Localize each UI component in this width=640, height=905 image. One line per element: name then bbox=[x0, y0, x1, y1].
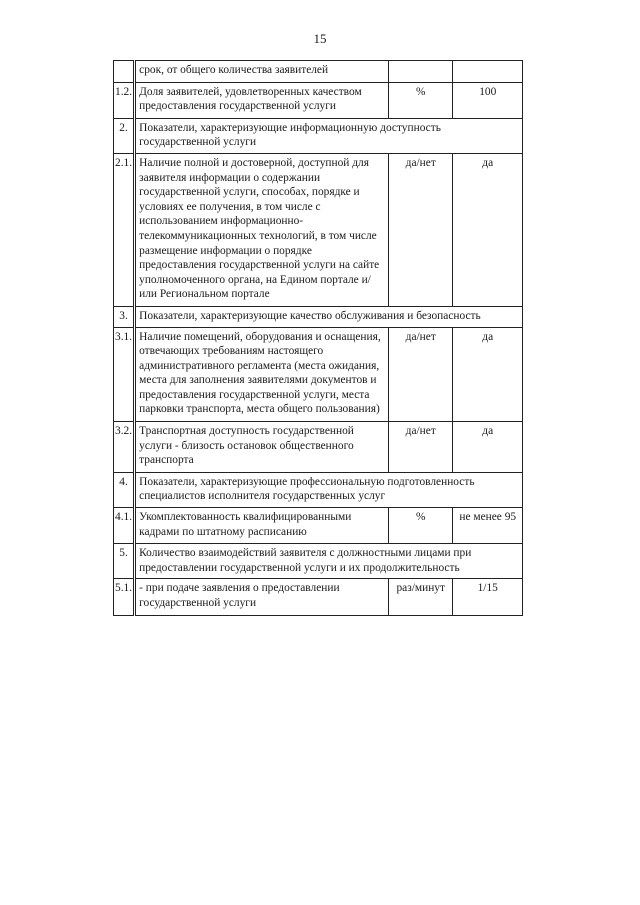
section-row bbox=[114, 306, 523, 327]
row-number: 4.1. bbox=[114, 508, 135, 544]
indicator-text: Наличие помещений, оборудования и оснащения, отвечающих требованиям настоящего административного регламента (места ожидания, места для заполнения заявителями документов и предоставления государственной услуги, места парковки транспорта, места общего пользования) bbox=[135, 327, 389, 422]
table-row bbox=[114, 327, 523, 422]
unit-cell: раз/минут bbox=[389, 579, 453, 615]
section-title: Показатели, характеризующие качество обслуживания и безопасность bbox=[135, 306, 523, 327]
indicator-text: Транспортная доступность государственной услуги - близость остановок общественного транспорта bbox=[135, 422, 389, 473]
unit-cell: % bbox=[389, 508, 453, 544]
table-row bbox=[114, 579, 523, 615]
unit-cell: да/нет bbox=[389, 327, 453, 422]
row-number bbox=[114, 61, 135, 83]
value-cell: 100 bbox=[453, 82, 523, 118]
page-number: 15 bbox=[313, 31, 327, 46]
section-row bbox=[114, 118, 523, 153]
section-title: Количество взаимодействий заявителя с должностными лицами при предоставлении государственной услуги и их продолжительность bbox=[135, 544, 523, 579]
value-cell: да bbox=[453, 153, 523, 306]
value-cell: да bbox=[453, 327, 523, 422]
indicator-text: - при подаче заявления о предоставлении государственной услуги bbox=[135, 579, 389, 615]
value-cell bbox=[453, 61, 523, 83]
value-cell: не менее 95 bbox=[453, 508, 523, 544]
value-cell: да bbox=[453, 422, 523, 473]
table-row bbox=[114, 61, 523, 83]
section-number: 2. bbox=[114, 118, 135, 153]
indicator-text: Укомплектованность квалифицированными кадрами по штатному расписанию bbox=[135, 508, 389, 544]
section-number: 3. bbox=[114, 306, 135, 327]
indicators-table bbox=[113, 60, 523, 616]
table-row bbox=[114, 82, 523, 118]
indicator-text: Доля заявителей, удовлетворенных качеством предоставления государственной услуги bbox=[135, 82, 389, 118]
row-number: 5.1. bbox=[114, 579, 135, 615]
unit-cell: % bbox=[389, 82, 453, 118]
row-number: 3.2. bbox=[114, 422, 135, 473]
unit-cell: да/нет bbox=[389, 422, 453, 473]
table-row bbox=[114, 508, 523, 544]
indicator-text: срок, от общего количества заявителей bbox=[135, 61, 389, 83]
row-number: 3.1. bbox=[114, 327, 135, 422]
section-title: Показатели, характеризующие информационную доступность государственной услуги bbox=[135, 118, 523, 153]
table-row bbox=[114, 153, 523, 306]
indicator-text: Наличие полной и достоверной, доступной для заявителя информации о содержании государственной услуги, способах, порядке и условиях ее получения, в том числе с использованием информационно-телекоммуникационных технологий, в том числе размещение информации о порядке предоставления государственной услуги на сайте уполномоченного органа, на Едином портале и/или Региональном портале bbox=[135, 153, 389, 306]
row-number: 1.2. bbox=[114, 82, 135, 118]
section-number: 5. bbox=[114, 544, 135, 579]
row-number: 2.1. bbox=[114, 153, 135, 306]
section-row bbox=[114, 544, 523, 579]
section-title: Показатели, характеризующие профессиональную подготовленность специалистов исполнителя государственных услуг bbox=[135, 472, 523, 507]
section-row bbox=[114, 472, 523, 507]
section-number: 4. bbox=[114, 472, 135, 507]
unit-cell bbox=[389, 61, 453, 83]
table-row bbox=[114, 422, 523, 473]
unit-cell: да/нет bbox=[389, 153, 453, 306]
value-cell: 1/15 bbox=[453, 579, 523, 615]
